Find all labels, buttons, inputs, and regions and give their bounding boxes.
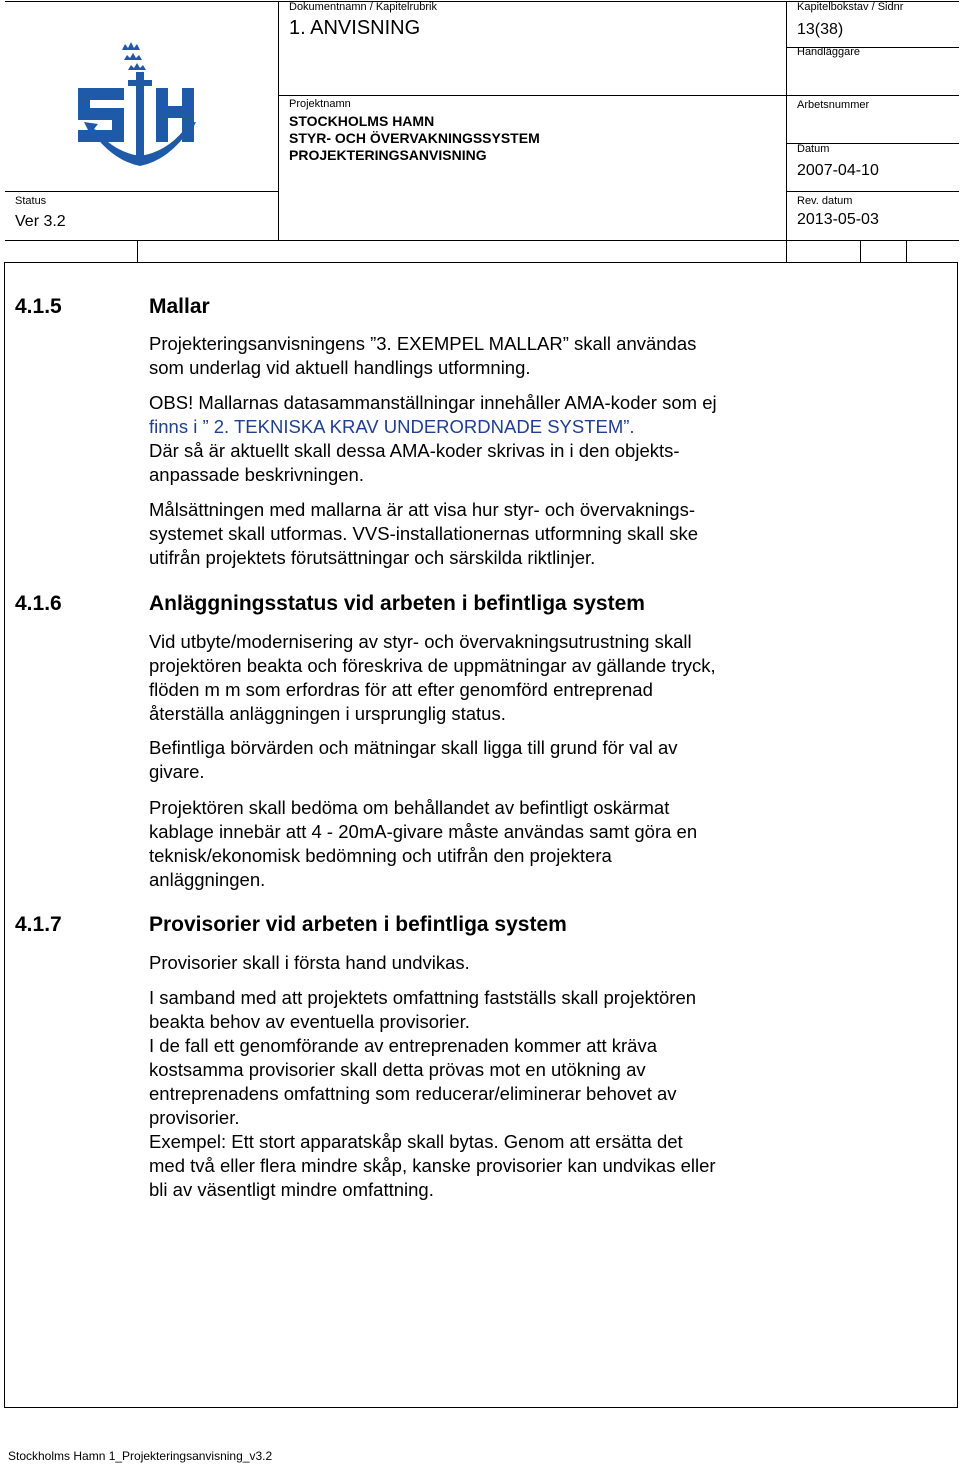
doc-title: 1. ANVISNING	[289, 17, 421, 39]
text-line: Befintliga börvärden och mätningar skall ligga till grund för val av	[149, 737, 678, 758]
date-value: 2007-04-10	[797, 162, 879, 179]
header-rule	[278, 95, 959, 96]
text-line: kablage innebär att 4 - 20mA-givare måste användas samt göra en	[149, 821, 698, 842]
text-line: I samband med att projektets omfattning fastställs skall projektören	[149, 987, 697, 1008]
section-number: 4.1.7	[15, 913, 62, 936]
text-line blue: finns i ” 2. TEKNISKA KRAV UNDERORDNADE SYSTEM”.	[149, 416, 635, 437]
date-label: Datum	[797, 143, 830, 155]
page-footer: Stockholms Hamn 1_Projekteringsanvisning_v3.2	[8, 1449, 273, 1463]
project-name-line: PROJEKTERINGSANVISNING	[289, 147, 487, 163]
text-line: med två eller flera mindre skåp, kanske provisorier kan undvikas eller	[149, 1155, 716, 1176]
section-number: 4.1.5	[15, 295, 62, 318]
page-frame	[4, 262, 958, 263]
page-frame	[4, 1407, 958, 1408]
text-line: teknisk/ekonomisk bedömning och utifrån den projektera	[149, 845, 612, 866]
section-title: Mallar	[149, 295, 210, 318]
text-line: anläggningen.	[149, 869, 266, 890]
text-line: Exempel: Ett stort apparatskåp skall bytas. Genom att ersätta det	[149, 1131, 683, 1152]
project-name-line: STYR- OCH ÖVERVAKNINGSSYSTEM	[289, 130, 540, 146]
project-label: Projektnamn	[289, 98, 351, 110]
text-line: Projekteringsanvisningens ”3. EXEMPEL MALLAR” skall användas	[149, 333, 697, 354]
header-rule	[5, 240, 959, 241]
tick-mark	[137, 240, 138, 262]
paragraph	[149, 796, 799, 892]
text-line: anpassade beskrivningen.	[149, 464, 364, 485]
paragraph	[149, 736, 799, 784]
text-line: projektören beakta och föreskriva de uppmätningar av gällande tryck,	[149, 655, 716, 676]
paragraph	[149, 391, 799, 487]
text-line: Vid utbyte/modernisering av styr- och övervakningsutrustning skall	[149, 631, 692, 652]
anchor-logo-icon	[70, 38, 210, 173]
text-line: kostsamma provisorier skall detta prövas mot en utökning av	[149, 1059, 646, 1080]
paragraph	[149, 630, 799, 726]
paragraph	[149, 986, 799, 1202]
page-frame	[4, 262, 5, 1408]
revdate-label: Rev. datum	[797, 195, 853, 207]
text-line: OBS! Mallarnas datasammanställningar innehåller AMA-koder som ej	[149, 392, 717, 413]
text-line: entreprenadens omfattning som reducerar/eliminerar behovet av	[149, 1083, 677, 1104]
text-line: som underlag vid aktuell handlings utformning.	[149, 357, 531, 378]
text-line: beakta behov av eventuella provisorier.	[149, 1011, 470, 1032]
text-line: flöden m m som erfordras för att efter genomförd entreprenad	[149, 679, 653, 700]
status-value: Ver 3.2	[15, 213, 66, 230]
section-title: Anläggningsstatus vid arbeten i befintliga system	[149, 592, 645, 615]
handler-label: Handläggare	[797, 46, 860, 58]
revdate-value: 2013-05-03	[797, 211, 879, 228]
text-line: givare.	[149, 761, 205, 782]
section-title: Provisorier vid arbeten i befintliga system	[149, 913, 567, 936]
text-line: I de fall ett genomförande av entreprenaden kommer att kräva	[149, 1035, 658, 1056]
paragraph	[149, 498, 799, 570]
text-line: Där så är aktuellt skall dessa AMA-koder skrivas in i den objekts-	[149, 440, 680, 461]
text-line: provisorier.	[149, 1107, 240, 1128]
header-rule	[5, 191, 278, 192]
company-logo	[70, 38, 210, 173]
text-line: återställa anläggningen i ursprunglig status.	[149, 703, 506, 724]
paragraph	[149, 332, 799, 380]
section-number: 4.1.6	[15, 592, 62, 615]
text-line: systemet skall utformas. VVS-installationernas utformning skall ske	[149, 523, 699, 544]
header-rule	[786, 1, 787, 240]
text-line: Projektören skall bedöma om behållandet av befintligt oskärmat	[149, 797, 670, 818]
paragraph	[149, 951, 799, 975]
header-rule	[786, 191, 959, 192]
status-label: Status	[15, 195, 47, 207]
page-number: 13(38)	[797, 21, 844, 38]
project-name-line: STOCKHOLMS HAMN	[289, 113, 435, 129]
text-line: utifrån projektets förutsättningar och särskilda riktlinjer.	[149, 547, 596, 568]
text-line: Provisorier skall i första hand undvikas.	[149, 952, 470, 973]
tick-mark	[786, 240, 787, 262]
worknum-label: Arbetsnummer	[797, 99, 870, 111]
tick-mark	[860, 240, 861, 262]
page-frame	[957, 262, 958, 1408]
text-line: bli av väsentligt mindre omfattning.	[149, 1179, 434, 1200]
header-rule	[278, 1, 279, 240]
tick-mark	[906, 240, 907, 262]
doc-label: Dokumentnamn / Kapitelrubrik	[289, 1, 437, 13]
text-line: Målsättningen med mallarna är att visa hur styr- och övervaknings-	[149, 499, 695, 520]
page-label: Kapitelbokstav / Sidnr	[797, 1, 904, 13]
